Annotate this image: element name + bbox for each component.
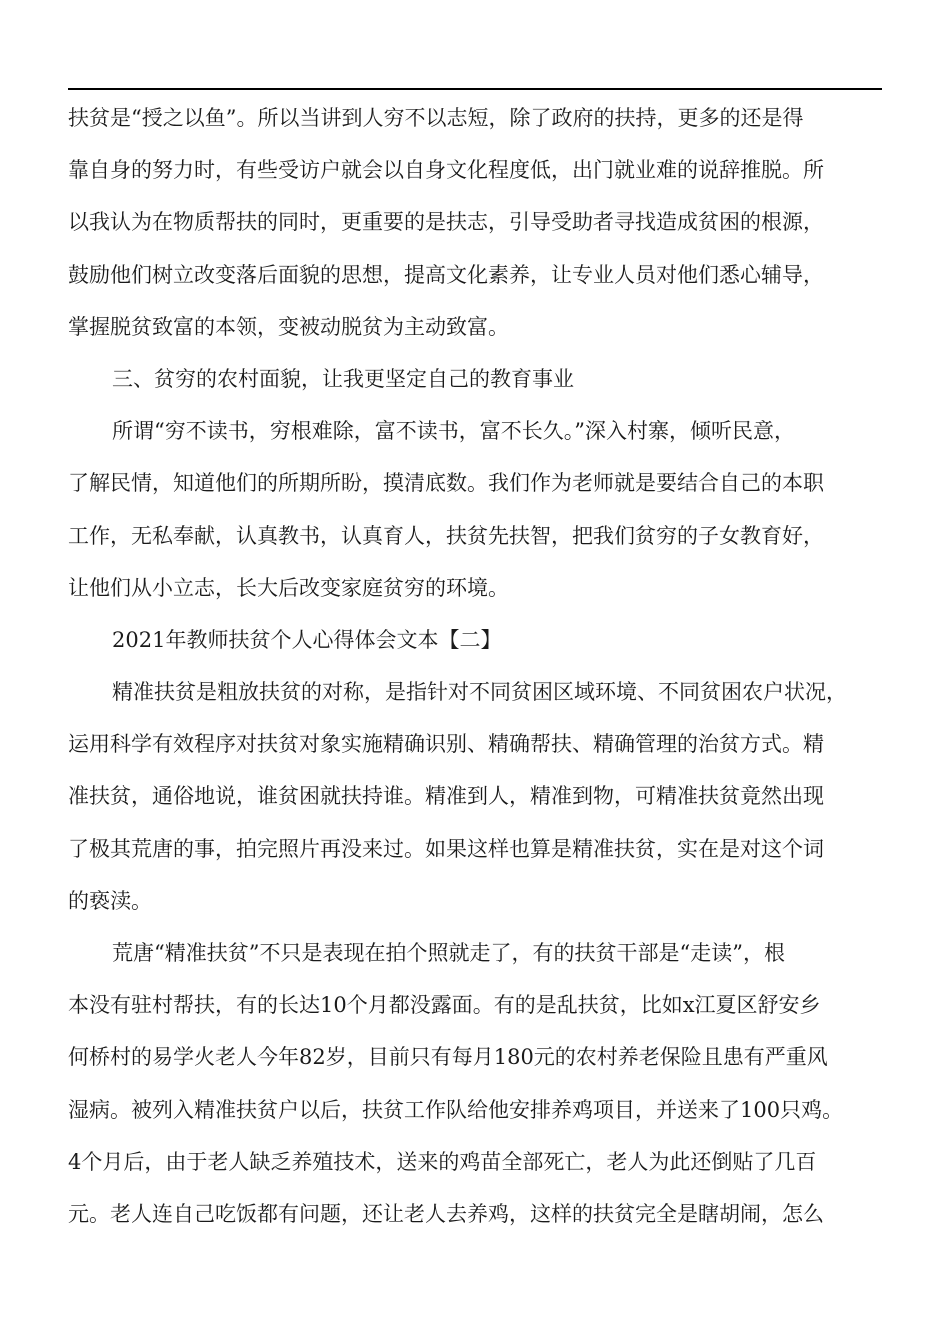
text-line: 靠自身的努力时，有些受访户就会以自身文化程度低，出门就业难的说辞推脱。所 (68, 158, 824, 183)
paragraph-start: 所谓“穷不读书，穷根难除，富不读书，富不长久。”深入村寨，倾听民意， (112, 419, 795, 444)
text-line: 了解民情，知道他们的所期所盼，摸清底数。我们作为老师就是要结合自己的本职 (68, 471, 824, 496)
article-title: 2021年教师扶贫个人心得体会文本【二】 (112, 627, 502, 652)
paragraph-start: 荒唐“精准扶贫”不只是表现在拍个照就走了，有的扶贫干部是“走读”，根 (112, 941, 785, 965)
text-line: 工作，无私奉献，认真教书，认真育人，扶贫先扶智，把我们贫穷的子女教育好， (68, 523, 824, 548)
text-line: 本没有驻村帮扶，有的长达10个月都没露面。有的是乱扶贫，比如x江夏区舒安乡 (68, 993, 821, 1018)
text-line: 了极其荒唐的事，拍完照片再没来过。如果这样也算是精准扶贫，实在是对这个词 (68, 836, 824, 861)
header-rule (68, 88, 882, 90)
text-line: 以我认为在物质帮扶的同时，更重要的是扶志，引导受助者寻找造成贫困的根源， (68, 210, 824, 235)
text-line: 准扶贫，通俗地说，谁贫困就扶持谁。精准到人，精准到物，可精准扶贫竟然出现 (68, 784, 824, 809)
text-line: 湿病。被列入精准扶贫户以后，扶贫工作队给他安排养鸡项目，并送来了100只鸡。 (68, 1097, 844, 1122)
text-line: 扶贫是“授之以鱼”。所以当讲到人穷不以志短，除了政府的扶持，更多的还是得 (68, 106, 804, 130)
text-line: 让他们从小立志，长大后改变家庭贫穷的环境。 (68, 575, 509, 600)
paragraph-start: 精准扶贫是粗放扶贫的对称，是指针对不同贫困区域环境、不同贫困农户状况， (112, 680, 847, 705)
text-line: 何桥村的易学火老人今年82岁，目前只有每月180元的农村养老保险且患有严重风 (68, 1045, 828, 1070)
section-heading: 三、贫穷的农村面貌，让我更坚定自己的教育事业 (112, 366, 574, 391)
body-text (68, 92, 890, 1240)
text-line: 掌握脱贫致富的本领，变被动脱贫为主动致富。 (68, 314, 509, 339)
text-line: 元。老人连自己吃饭都有问题，还让老人去养鸡，这样的扶贫完全是瞎胡闹，怎么 (68, 1201, 824, 1226)
text-line: 鼓励他们树立改变落后面貌的思想，提高文化素养，让专业人员对他们悉心辅导， (68, 262, 824, 287)
text-line: 的亵渎。 (68, 888, 152, 913)
text-line: 4个月后，由于老人缺乏养殖技术，送来的鸡苗全部死亡，老人为此还倒贴了几百 (68, 1149, 817, 1174)
text-line: 运用科学有效程序对扶贫对象实施精确识别、精确帮扶、精确管理的治贫方式。精 (68, 732, 824, 757)
